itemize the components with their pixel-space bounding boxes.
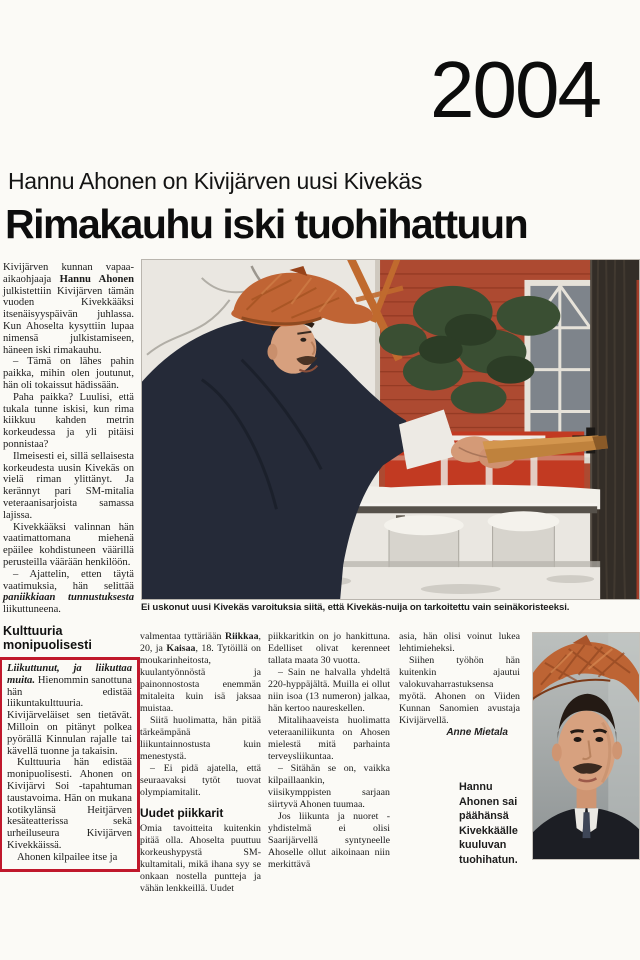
sub-heading: Uudet piikkarit <box>140 806 224 820</box>
paragraph: piikkaritkin on jo hankittuna. Edelliset olivat kerenneet tallata maata 30 vuotta. <box>268 631 390 666</box>
photographer-byline: Anne Mietala <box>446 727 508 738</box>
text-run: Kivijärven kunnan vapaa-aikaohjaaja <box>3 262 134 285</box>
article-column-3 <box>268 631 390 871</box>
red-highlight-box <box>0 657 140 872</box>
portrait-svg <box>533 633 639 859</box>
paragraph <box>3 569 134 616</box>
main-photo-caption: Ei uskonut uusi Kivekäs varoituksia siitä, että Kivekäs-nuija on tarkoitettu vain seinäkoristeeksi. <box>141 602 570 613</box>
headline: Rimakauhu iski tuohihattuun <box>5 201 528 247</box>
paragraph: Kivekkääksi valinnan hän vaatimattomana miehenä epäilee kohdistuneen väärillä perusteilla väärään henkilöön. <box>3 521 134 568</box>
paragraph: Mitalihaaveista huolimatta veteraaniliikunta on Ahosen mielestä mitä parhainta terveysliikuntaa. <box>268 715 390 762</box>
paragraph: – Tämä on lähes pahin paikka, mihin olen joutunut, hän oli tokaissut hädissään. <box>3 356 134 391</box>
bold-name: Kaisaa <box>166 643 196 654</box>
paragraph: Ahonen kilpailee itse ja <box>17 851 118 863</box>
paragraph: Jos liikunta ja nuoret -yhdistelmä ei olisi Saarijärvellä syntyneelle Ahoselle ollut aikoinaan niin merkittävä <box>268 811 390 870</box>
paragraph <box>3 262 134 356</box>
article-column-2 <box>140 631 261 895</box>
paragraph: – Ei pidä ajatella, että seuraavaksi tytöt tuovat olympiamitalit. <box>140 763 261 798</box>
paragraph <box>140 631 261 715</box>
emphasis-run: paniikkiaan tunnustuksesta <box>3 592 134 604</box>
portrait-photo-illustration <box>532 632 640 860</box>
paragraph: Kulttuuria hän edistää monipuolisesti. Ahonen on Kivijärvi Soi -tapahtuman taustavoima. Hän on mukana kotikylänsä Heitjärven kesäteatterissa sekä urheiluseura Kivijärven Kivekkäissä. <box>7 757 132 852</box>
main-photo-illustration <box>141 259 640 600</box>
text-run: – Ajattelin, etten täytä vaatimuksia, hän selittää <box>3 568 134 592</box>
paragraph: – Sitähän se on, vaikka kilpaillaankin, viisikymppisten sarjaan siirtyvä Ahonen tuumaa. <box>268 763 390 810</box>
paragraph: Paha paikka? Luulisi, että tukala tunne iskisi, kun rima kiikkuu kahden metrin korkeudessa ja yli pitäisi ponnistaa? <box>3 391 134 450</box>
emphasis-run: Liikuttunut, ja liikuttaa muita. <box>7 663 132 686</box>
paragraph <box>7 663 132 757</box>
main-photo-svg <box>142 260 639 599</box>
paragraph: asia, hän olisi voinut lukea lehtimieheksi. <box>399 631 520 654</box>
text-run: julkistettiin Kivijärven tämän vuoden Kivekkääksi itsenäisyyspäivän juhlassa. Kun Ahoselta kysyttiin lupaa nimensä julkistamiseen, häneen iski rimakauhu. <box>3 285 134 356</box>
text-run: Hienommin sanottuna hän edistää liikuntakulttuuria. Kivijärveläiset sen tietävät. Milloin on pitänyt polkea pyörällä Kinnulan rajalle tai kävellä tuonne ja takaisin. <box>7 674 132 757</box>
year-label: 2004 <box>430 45 600 134</box>
article-column-1 <box>3 262 134 872</box>
text-run: , 20, ja <box>140 631 261 654</box>
paragraph: – Sain ne halvalla yhdeltä 220-hyppäjältä. Muilla ei ollut niin isoa (13 numeron) jalkaa, hän kertoo naureskellen. <box>268 667 390 714</box>
paragraph: Ilmeisesti ei, sillä sellaisesta korkeudesta uusin Kivekäs on vielä riman ylittänyt. Ja kerännyt pari SM-mitalia veteraanisarjoista samassa lajissa. <box>3 450 134 521</box>
paragraph: Omia tavoitteita kuitenkin pitää olla. Ahoselta puuttuu korkeushypystä SM-kultamitali, mikä ihana syy se onkaan nostella puntteja ja vähän lenkkeillä. Uudet <box>140 823 261 894</box>
bold-name: Hannu Ahonen <box>59 273 134 285</box>
section-heading: Kulttuuria monipuolisesti <box>3 623 92 652</box>
text-run: valmentaa tyttäriään <box>140 631 226 642</box>
text-run: , 18. Tytöillä on moukarinheitosta, kuulantyönnöstä ja painonnostosta enemmän mitaleita kuin isä jaksaa muistaa. <box>140 643 261 714</box>
text-run: liikuttuneena. <box>3 604 61 616</box>
kicker: Hannu Ahonen on Kivijärven uusi Kivekäs <box>8 168 423 194</box>
paragraph: Siihen työhön hän kuitenkin ajautui valokuvaharrastuksensa myötä. Ahonen on Viiden Kunnan Sanomien avustaja Kivijärvellä. <box>399 655 520 726</box>
paragraph: Siitä huolimatta, hän pitää tärkeämpänä liikuntainnostusta kuin menestystä. <box>140 715 261 762</box>
article-column-4 <box>399 631 520 739</box>
bold-name: Riikkaa <box>225 631 259 642</box>
portrait-caption: Hannu Ahonen sai päähänsä Kivekkäälle kuuluvan tuohihatun. <box>459 781 518 866</box>
